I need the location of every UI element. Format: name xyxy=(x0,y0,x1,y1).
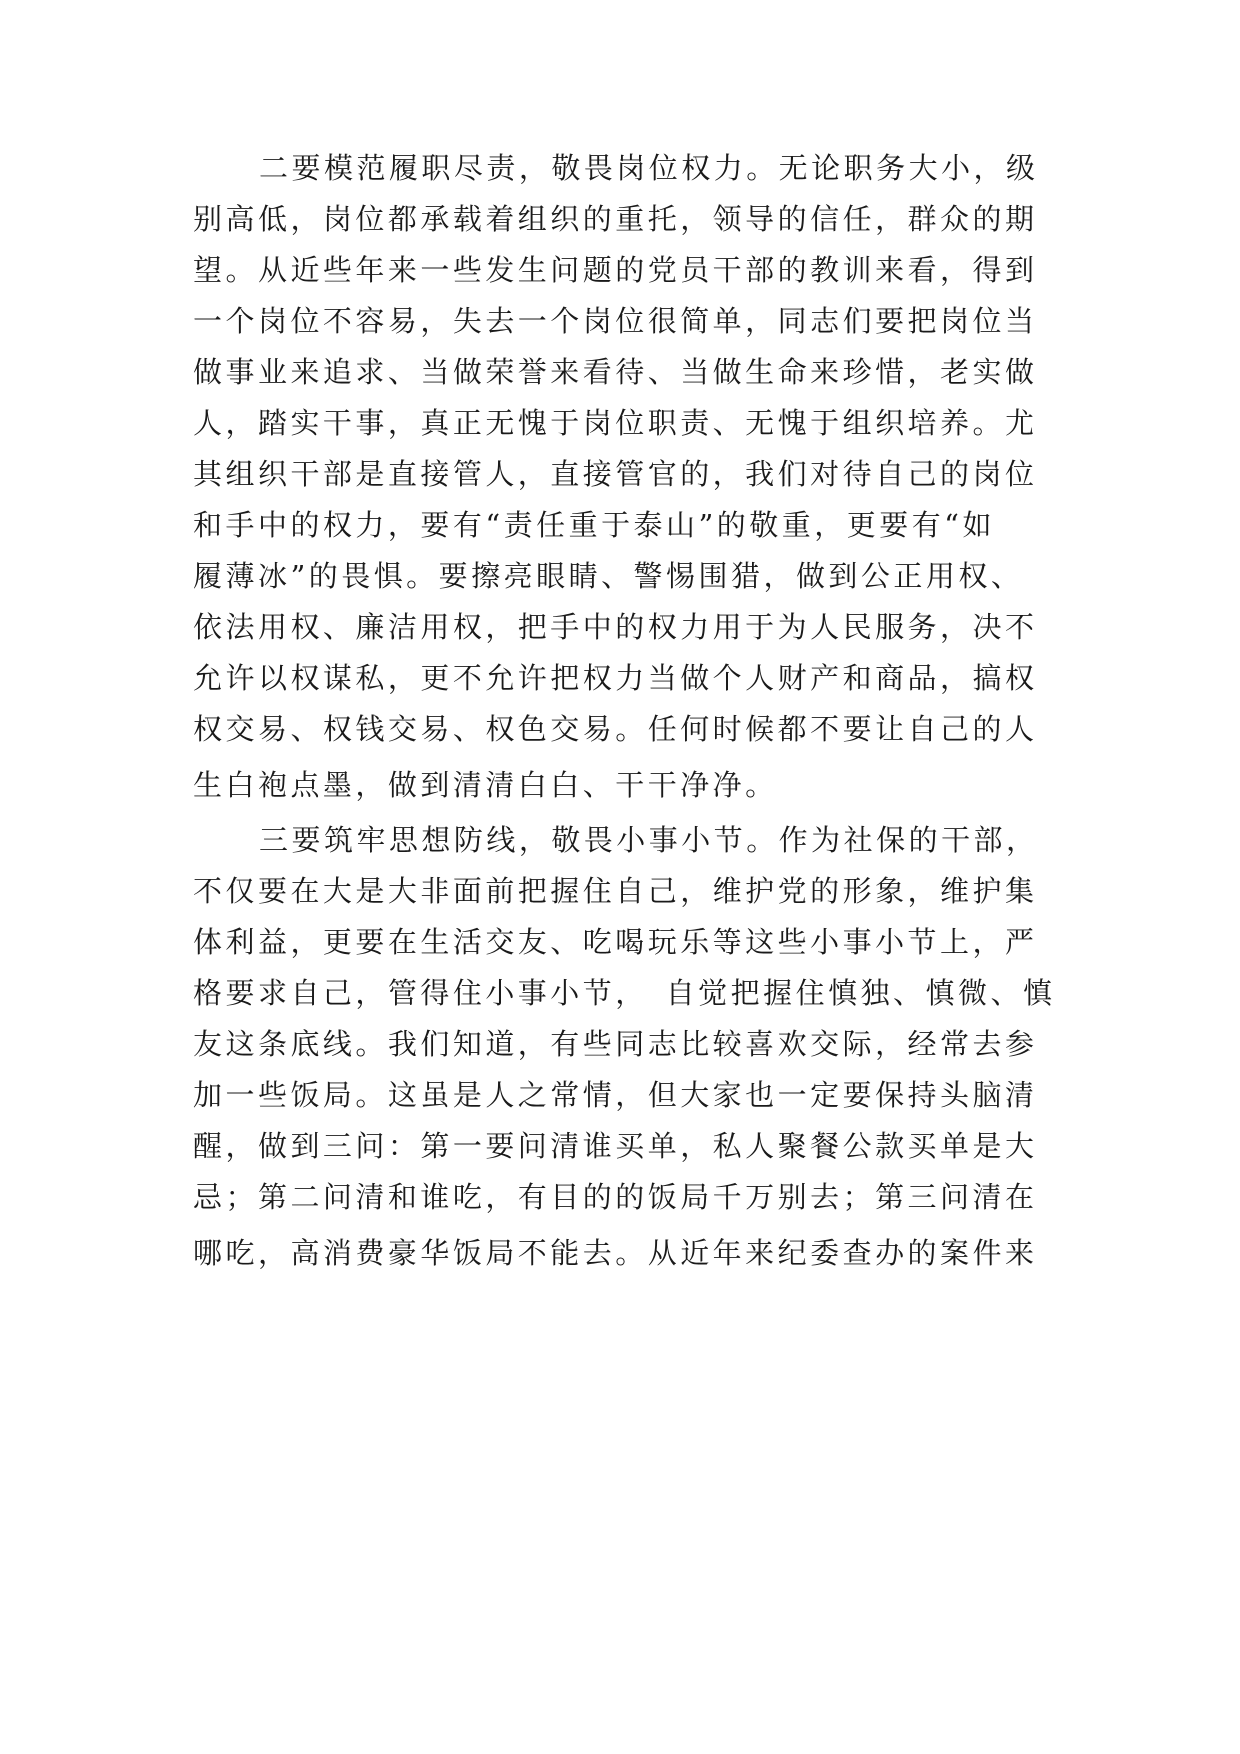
text-line: 生白袍点墨，做到清清白白、干干净净。 xyxy=(193,768,778,802)
text-line: 格要求自己，管得住小事小节， 自觉把握住慎独、慎微、慎 xyxy=(193,976,1056,1010)
text-line: 哪吃，高消费豪华饭局不能去。从近年来纪委查办的案件来 xyxy=(193,1236,1038,1270)
text-line: 忌；第二问清和谁吃，有目的的饭局千万别去；第三问清在 xyxy=(193,1180,1038,1214)
text-line: 一个岗位不容易，失去一个岗位很简单，同志们要把岗位当 xyxy=(193,304,1038,338)
text-line: 三要筑牢思想防线，敬畏小事小节。作为社保的干部， xyxy=(259,823,1039,857)
text-line: 醒，做到三问：第一要问清谁买单，私人聚餐公款买单是大 xyxy=(193,1129,1038,1163)
text-line: 履薄冰”的畏惧。要擦亮眼睛、警惕围猎，做到公正用权、 xyxy=(193,559,1024,593)
text-line: 体利益，更要在生活交友、吃喝玩乐等这些小事小节上，严 xyxy=(193,925,1038,959)
text-line: 其组织干部是直接管人，直接管官的，我们对待自己的岗位 xyxy=(193,457,1038,491)
text-line: 和手中的权力，要有“责任重于泰山”的敬重，更要有“如 xyxy=(193,508,995,542)
text-line: 望。从近些年来一些发生问题的党员干部的教训来看，得到 xyxy=(193,253,1038,287)
text-line: 二要模范履职尽责，敬畏岗位权力。无论职务大小，级 xyxy=(259,151,1039,185)
text-line: 友这条底线。我们知道，有些同志比较喜欢交际，经常去参 xyxy=(193,1027,1038,1061)
text-line: 依法用权、廉洁用权，把手中的权力用于为人民服务，决不 xyxy=(193,610,1038,644)
text-line: 别高低，岗位都承载着组织的重托，领导的信任，群众的期 xyxy=(193,202,1038,236)
text-line: 不仅要在大是大非面前把握住自己，维护党的形象，维护集 xyxy=(193,874,1038,908)
text-line: 权交易、权钱交易、权色交易。任何时候都不要让自己的人 xyxy=(193,712,1038,746)
text-line: 加一些饭局。这虽是人之常情，但大家也一定要保持头脑清 xyxy=(193,1078,1038,1112)
text-line: 人，踏实干事，真正无愧于岗位职责、无愧于组织培养。尤 xyxy=(193,406,1038,440)
text-line: 做事业来追求、当做荣誉来看待、当做生命来珍惜，老实做 xyxy=(193,355,1038,389)
text-line: 允许以权谋私，更不允许把权力当做个人财产和商品，搞权 xyxy=(193,661,1038,695)
